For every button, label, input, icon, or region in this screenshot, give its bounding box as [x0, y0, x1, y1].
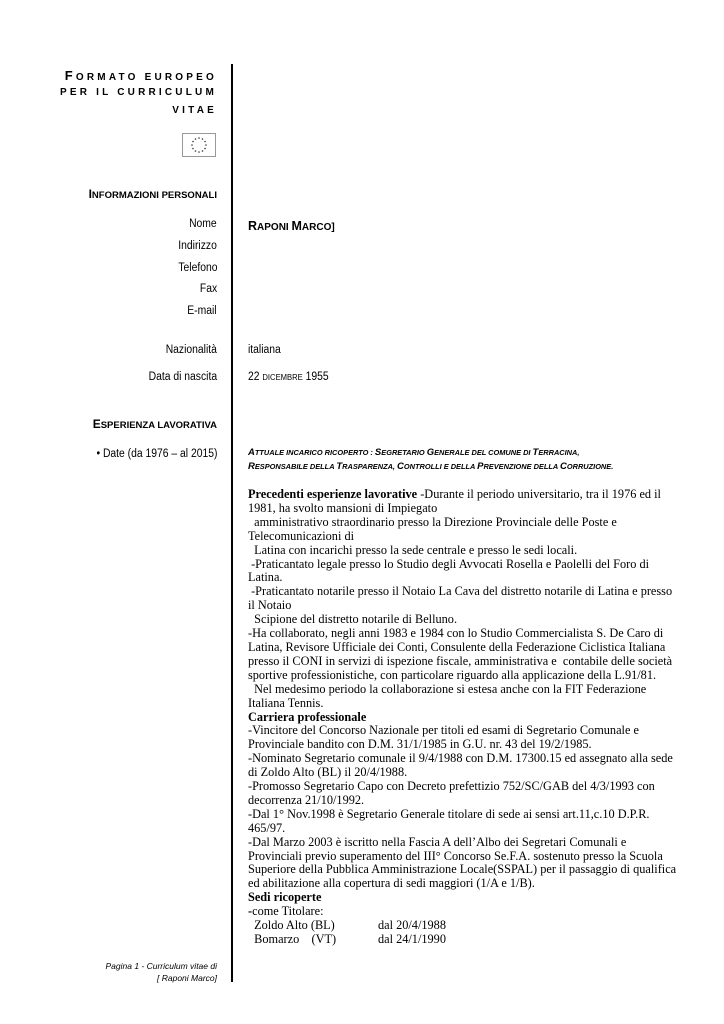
cap: A — [248, 447, 255, 458]
career-line: -Vincitore del Concorso Nazionale per titoli ed esami di Segretario Comunale e Provinciale bandito con D.M. 31/1/1985 in G.U. nr. 43 del 19/2/1985. — [248, 723, 643, 752]
title-rest: ORMATO EUROPEO — [75, 72, 217, 83]
work-experience-heading — [93, 417, 217, 431]
cap: C — [397, 461, 404, 472]
vertical-divider — [231, 64, 233, 982]
post-date: dal 20/4/1988 — [378, 918, 446, 933]
current-position-line-1 — [248, 446, 678, 460]
cap: C — [559, 461, 567, 472]
current-position — [248, 446, 678, 474]
personal-info-heading — [89, 187, 217, 201]
text: RASPARENZA, — [342, 462, 398, 471]
birth-day: 22 — [248, 371, 263, 383]
title-initial: F — [64, 68, 76, 83]
cap: S — [374, 447, 382, 458]
text: TTUALE INCARICO RICOPERTO : — [254, 448, 375, 457]
previous-line: Latina con incarichi presso la sede centrale e presso le sedi locali. — [248, 542, 578, 557]
text: EGRETARIO — [381, 448, 427, 457]
post-row — [248, 933, 678, 947]
cap: T — [532, 447, 539, 458]
previous-line: -Ha collaborato, negli anni 1983 e 1984 con lo Studio Commercialista S. De Caro di Latina, Revisore Ufficiale dei Conti, Consulente della Federazione Ciclistica Italiana presso il CONI in servizi di ispezione fiscale, amministrativa e contabile delle società sportive professionistiche, con particolare riguardo alla applicazione della L.91/81. — [248, 626, 676, 682]
text: REVENZIONE DELLA — [483, 462, 560, 471]
fax-label: Fax — [199, 283, 217, 295]
cap: P — [477, 461, 484, 472]
name-arco: ARCO] — [301, 222, 335, 233]
experience-body — [248, 488, 678, 947]
post-place: Zoldo Alto (BL) — [248, 918, 335, 933]
date-range-label: • Date (da 1976 – al 2015) — [95, 448, 217, 460]
footer-line-2: [ Raponi Marco] — [157, 973, 217, 983]
heading-rest: NFORMAZIONI PERSONALI — [91, 190, 217, 201]
title-line-3: VITAE — [172, 105, 217, 116]
current-position-line-2 — [248, 460, 678, 474]
post-row — [248, 919, 678, 933]
career-line: -Promosso Segretario Capo con Decreto prefettizio 752/SC/GAB del 4/3/1993 con decorrenza 21/10/1992. — [248, 779, 658, 807]
previous-intro-text: -Durante il periodo universitario, tra il 1976 ed il 1981, ha svolto mansioni di Impiegato — [248, 487, 665, 515]
cap: R — [248, 461, 255, 472]
post-place: Bomarzo (VT) — [248, 932, 337, 946]
name-label: Nome — [189, 218, 217, 230]
posts-subheading — [248, 905, 678, 919]
birth-month: DICEMBRE — [262, 372, 303, 382]
cap: G — [426, 447, 435, 458]
address-label: Indirizzo — [178, 240, 217, 252]
posts-dash: - — [248, 904, 253, 919]
heading-initial: E — [92, 417, 101, 431]
text: ERRACINA, — [538, 448, 580, 457]
career-line: -Nominato Segretario comunale il 9/4/1988 con D.M. 17300.15 ed assegnato alla sede di Zoldo Alto (BL) il 20/4/1988. — [248, 751, 676, 780]
previous-heading: Precedenti esperienze lavorative — [248, 487, 418, 501]
text: ONTROLLI E DELLA — [403, 462, 478, 471]
phone-label: Telefono — [177, 262, 217, 274]
previous-line: -Praticantato legale presso lo Studio degli Avvocati Rosella e Paolelli del Foro di Latina. — [248, 556, 653, 585]
previous-intro — [248, 488, 678, 516]
page-footer — [106, 960, 218, 984]
nationality-value: italiana — [248, 344, 281, 356]
career-line: -Dal Marzo 2003 è iscritto nella Fascia A dell’Albo dei Segretari Comunali e Provinciali previo superamento del III° Concorso Se.F.A. sostenuto presso la Scuola Superiore della Pubblica Amministrazione Locale(SSPAL) per il passaggio di qualifica ed abilitazione alla copertura di sedi maggiori (1/A e 1/B). — [248, 834, 680, 891]
heading-initial: I — [88, 187, 92, 201]
birth-date-value — [248, 371, 329, 383]
post-date: dal 24/1/1990 — [378, 932, 446, 946]
eu-stars-icon — [183, 134, 215, 156]
heading-rest: SPERIENZA LAVORATIVA — [100, 420, 217, 431]
posts-heading: Sedi ricoperte — [248, 890, 322, 905]
nationality-label: Nazionalità — [165, 344, 217, 356]
previous-line: Scipione del distretto notarile di Belluno. — [248, 612, 458, 627]
text: ENERALE DEL COMUNE DI — [434, 448, 533, 457]
career-line: -Dal 1° Nov.1998 è Segretario Generale titolare di sede ai sensi art.11,c.10 D.P.R. 465/97. — [248, 806, 653, 835]
previous-line: -Praticantato notarile presso il Notaio La Cava del distretto notarile di Latina e presso il Notaio — [248, 584, 676, 613]
name-cap-r: R — [248, 219, 258, 233]
posts-subheading-text: come Titolare: — [252, 904, 324, 919]
email-label: E-mail — [187, 305, 217, 317]
text: ESPONSABILE DELLA — [254, 462, 337, 471]
name-cap-m: M — [291, 219, 302, 233]
birth-year: 1955 — [302, 371, 329, 383]
title-line-1 — [65, 68, 217, 83]
eu-flag-icon — [182, 133, 216, 157]
footer-line-1: Pagina 1 - Curriculum vitae di — [105, 961, 217, 971]
previous-line: amministrativo straordinario presso la Direzione Provinciale delle Poste e Telecomunicazioni di — [248, 514, 620, 543]
title-line-2: PER IL CURRICULUM — [60, 87, 217, 98]
text: ORRUZIONE. — [566, 462, 614, 471]
cap: T — [336, 461, 343, 472]
name-aponi: APONI — [257, 222, 292, 233]
previous-line: Nel medesimo periodo la collaborazione si estesa anche con la FIT Federazione Italiana Tennis. — [248, 681, 650, 710]
birth-date-label: Data di nascita — [148, 371, 217, 383]
name-value — [248, 219, 335, 233]
career-heading: Carriera professionale — [248, 709, 367, 724]
